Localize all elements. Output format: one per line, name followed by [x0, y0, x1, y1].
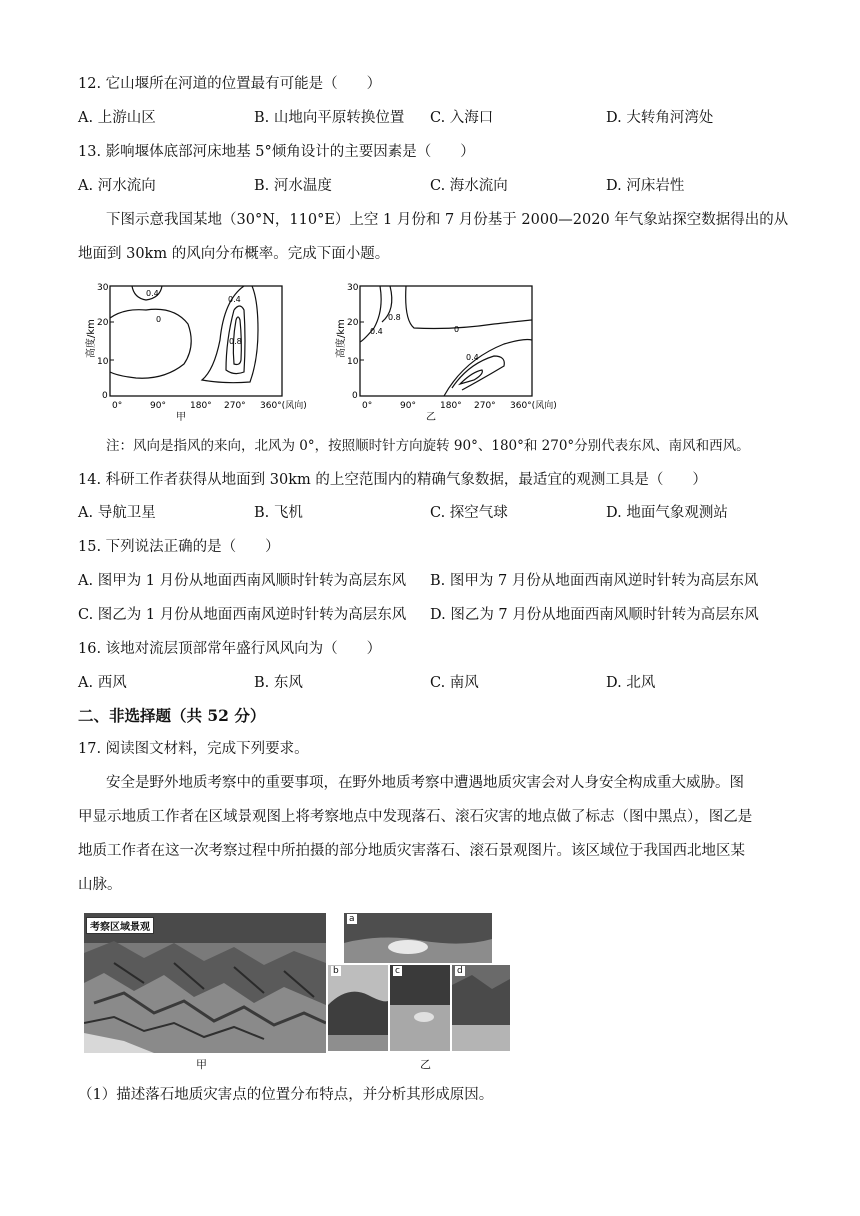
- q12-option-b: B. 山地向平原转换位置: [254, 110, 405, 126]
- q17-para-line3: 地质工作者在这一次考察过程中所拍摄的部分地质灾害落石、滚石景观图片。该区域位于我国西北地区某: [78, 843, 745, 859]
- photo-caption-jia: 甲: [196, 1058, 207, 1071]
- chart-yi-caption: 乙: [426, 412, 436, 422]
- q13-option-a: A. 河水流向: [78, 178, 156, 194]
- q16-option-d: D. 北风: [606, 675, 656, 691]
- chart-yi-frame: [360, 286, 532, 396]
- wind-chart-jia: [84, 280, 324, 422]
- question-13-stem: 13. 影响堰体底部河床地基 5°倾角设计的主要因素是（ ）: [78, 144, 475, 160]
- chart-yi-contour-0-bottom: [444, 340, 532, 397]
- wind-chart-yi: [334, 280, 574, 422]
- q12-option-a: A. 上游山区: [78, 110, 156, 126]
- q13-option-d: D. 河床岩性: [606, 178, 685, 194]
- q15-option-b: B. 图甲为 7 月份从地面西南风逆时针转为高层东风: [430, 573, 759, 589]
- q14-option-a: A. 导航卫星: [78, 505, 156, 521]
- chart-yi-contour-inner: [460, 370, 482, 384]
- q15-option-a: A. 图甲为 1 月份从地面西南风顺时针转为高层东风: [78, 573, 407, 589]
- chart-jia-contour-0-west: [110, 309, 191, 378]
- q12-option-d: D. 大转角河湾处: [606, 110, 714, 126]
- chart-yi-xtick-360: 360°(风向): [510, 401, 557, 411]
- photo-c-label: c: [395, 966, 400, 976]
- chart-jia-label-04a: 0.4: [146, 289, 159, 298]
- q17-para-line1: 安全是野外地质考察中的重要事项，在野外地质考察中遭遇地质灾害会对人身安全构成重大威胁。图: [106, 775, 744, 791]
- chart-yi-ytick-10: 10: [347, 357, 359, 367]
- photo-d: [452, 965, 510, 1051]
- q13-option-c: C. 海水流向: [430, 178, 508, 194]
- chart-yi-xtick-180: 180°: [440, 401, 462, 411]
- q12-option-c: C. 入海口: [430, 110, 494, 126]
- q15-option-c: C. 图乙为 1 月份从地面西南风逆时针转为高层东风: [78, 607, 407, 623]
- chart-yi-label-08: 0.8: [388, 313, 401, 322]
- chart-jia-ytick-10: 10: [97, 357, 109, 367]
- q17-para-line4: 山脉。: [78, 877, 122, 893]
- chart-yi-xtick-270: 270°: [474, 401, 496, 411]
- photo-survey-area: [84, 913, 326, 1053]
- photo-b-label: b: [333, 966, 339, 976]
- q13-option-b: B. 河水温度: [254, 178, 332, 194]
- chart-yi-ytick-30: 30: [347, 283, 359, 293]
- q17-para-line2: 甲显示地质工作者在区域景观图上将考察地点中发现落石、滚石灾害的地点做了标志（图中黑点），图乙是: [78, 809, 753, 825]
- question-14-stem: 14. 科研工作者获得从地面到 30km 的上空范围内的精确气象数据，最适宜的观测工具是（ ）: [78, 472, 707, 488]
- chart-yi-label-0: 0: [454, 325, 460, 334]
- photo-c: [390, 965, 450, 1051]
- chart-yi-xtick-0: 0°: [362, 401, 373, 411]
- chart-jia-label-0: 0: [156, 315, 162, 324]
- chart-jia-label-04b: 0.4: [228, 295, 241, 304]
- q15-option-d: D. 图乙为 7 月份从地面西南风顺时针转为高层东风: [430, 607, 759, 623]
- chart-jia-label-08: 0.8: [229, 337, 242, 346]
- question-17-stem: 17. 阅读图文材料，完成下列要求。: [78, 741, 309, 757]
- q16-option-c: C. 南风: [430, 675, 479, 691]
- q16-option-a: A. 西风: [78, 675, 127, 691]
- wind-intro-line1: 下图示意我国某地（30°N，110°E）上空 1 月份和 7 月份基于 2000—2020 年气象站探空数据得出的从: [106, 212, 789, 228]
- chart-jia-ytick-0: 0: [102, 391, 108, 401]
- chart-yi-ylabel: 高度/km: [336, 319, 347, 358]
- q14-option-b: B. 飞机: [254, 505, 303, 521]
- chart-jia-xtick-90: 90°: [150, 401, 166, 411]
- chart-jia-xtick-0: 0°: [112, 401, 123, 411]
- chart-jia-ytick-30: 30: [97, 283, 109, 293]
- question-16-stem: 16. 该地对流层顶部常年盛行风风向为（ ）: [78, 641, 382, 657]
- q14-option-c: C. 探空气球: [430, 505, 508, 521]
- chart-yi-ytick-0: 0: [352, 391, 358, 401]
- chart-yi-label-04b: 0.4: [466, 353, 479, 362]
- question-12-stem: 12. 它山堰所在河道的位置最有可能是（ ）: [78, 76, 382, 92]
- photo-a-label: a: [349, 914, 355, 924]
- chart-jia-xtick-270: 270°: [224, 401, 246, 411]
- chart-jia-caption: 甲: [176, 412, 186, 422]
- chart-yi-label-04a: 0.4: [370, 327, 383, 336]
- photo-b: [328, 965, 388, 1051]
- chart-jia-ylabel: 高度/km: [86, 319, 97, 358]
- photo-a: [344, 913, 492, 963]
- chart-yi-ytick-20: 20: [347, 318, 359, 328]
- question-15-stem: 15. 下列说法正确的是（ ）: [78, 539, 280, 555]
- chart-jia-xtick-360: 360°(风向): [260, 401, 307, 411]
- wind-chart-note: 注：风向是指风的来向，北风为 0°，按照顺时针方向旋转 90°、180°和 270°分别代表东风、南风和西风。: [106, 438, 750, 454]
- q17-subquestion-1: （1）描述落石地质灾害点的位置分布特点，并分析其形成原因。: [78, 1087, 494, 1103]
- chart-jia-xtick-180: 180°: [190, 401, 212, 411]
- wind-intro-line2: 地面到 30km 的风向分布概率。完成下面小题。: [78, 246, 390, 262]
- photo-survey-area-title: 考察区域景观: [86, 917, 154, 934]
- section-heading-nonchoice: 二、非选择题（共 52 分）: [78, 706, 266, 725]
- q14-option-d: D. 地面气象观测站: [606, 505, 728, 521]
- chart-jia-ytick-20: 20: [97, 318, 109, 328]
- chart-yi-contour-0-top: [406, 286, 532, 329]
- q16-option-b: B. 东风: [254, 675, 303, 691]
- photo-d-label: d: [457, 966, 463, 976]
- photo-caption-yi: 乙: [420, 1058, 431, 1071]
- chart-yi-xtick-90: 90°: [400, 401, 416, 411]
